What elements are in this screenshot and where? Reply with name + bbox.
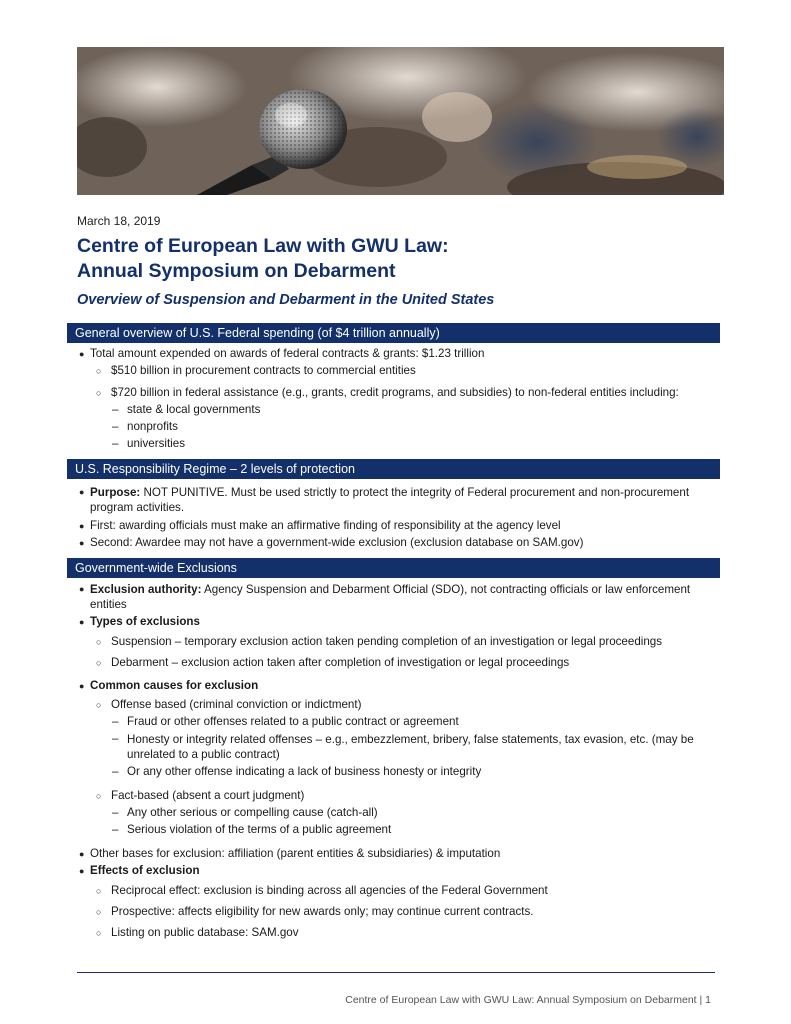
title-line-2: Annual Symposium on Debarment <box>77 260 396 282</box>
list-item: $510 billion in procurement contracts to commercial entities <box>111 364 416 377</box>
authority-text: Agency Suspension and Debarment Official (SDO), not contracting officials or law enforcement entities <box>90 583 691 611</box>
dash-icon: – <box>112 437 119 450</box>
bullet-icon: ● <box>79 617 85 627</box>
list-item: universities <box>127 437 185 450</box>
bullet-icon: ● <box>79 681 85 691</box>
bullet-icon: ● <box>79 487 85 497</box>
page-title <box>77 234 449 284</box>
bullet-icon: ● <box>79 538 85 548</box>
dash-icon: – <box>112 765 119 778</box>
microphone-icon <box>77 47 724 195</box>
dash-icon: – <box>112 715 119 728</box>
list-item: Other bases for exclusion: affiliation (parent entities & subsidiaries) & imputation <box>90 847 501 860</box>
list-item <box>90 582 710 612</box>
dash-icon: – <box>112 732 119 745</box>
bullet-circle-icon: ○ <box>96 366 102 376</box>
list-item: Fraud or other offenses related to a public contract or agreement <box>127 715 459 728</box>
document-date: March 18, 2019 <box>77 214 161 228</box>
bullet-icon: ● <box>79 349 85 359</box>
dash-icon: – <box>112 806 119 819</box>
dash-icon: – <box>112 823 119 836</box>
bullet-circle-icon: ○ <box>96 791 102 801</box>
authority-label: Exclusion authority: <box>90 583 202 596</box>
list-item: Types of exclusions <box>90 615 200 628</box>
list-item: Offense based (criminal conviction or indictment) <box>111 698 362 711</box>
bullet-icon: ● <box>79 521 85 531</box>
purpose-text: NOT PUNITIVE. Must be used strictly to protect the integrity of Federal procurement and non-procurement program activities. <box>90 486 690 514</box>
list-item: Second: Awardee may not have a government-wide exclusion (exclusion database on SAM.gov) <box>90 536 584 549</box>
list-item: Fact-based (absent a court judgment) <box>111 789 305 802</box>
bullet-circle-icon: ○ <box>96 886 102 896</box>
list-item: Total amount expended on awards of federal contracts & grants: $1.23 trillion <box>90 347 485 360</box>
list-item: Honesty or integrity related offenses – e.g., embezzlement, bribery, false statements, tax evasion, etc. (may be unrelated to a public contract) <box>127 733 694 761</box>
section-header-exclusions: Government-wide Exclusions <box>67 558 720 578</box>
page-footer: Centre of European Law with GWU Law: Annual Symposium on Debarment | 1 <box>345 994 711 1006</box>
list-item: Reciprocal effect: exclusion is binding across all agencies of the Federal Government <box>111 884 548 897</box>
list-item: Or any other offense indicating a lack of business honesty or integrity <box>127 765 482 778</box>
list-item: Listing on public database: SAM.gov <box>111 926 299 939</box>
list-item: nonprofits <box>127 420 178 433</box>
hero-image <box>77 47 724 195</box>
list-item: Any other serious or compelling cause (catch-all) <box>127 806 378 819</box>
section-header-spending: General overview of U.S. Federal spending (of $4 trillion annually) <box>67 323 720 343</box>
list-item: Serious violation of the terms of a public agreement <box>127 823 392 836</box>
footer-divider <box>77 972 715 973</box>
bullet-circle-icon: ○ <box>96 658 102 668</box>
dash-icon: – <box>112 420 119 433</box>
page-subtitle: Overview of Suspension and Debarment in the United States <box>77 292 495 308</box>
list-item: $720 billion in federal assistance (e.g., grants, credit programs, and subsidies) to non-federal entities including: <box>111 386 679 399</box>
bullet-circle-icon: ○ <box>96 907 102 917</box>
dash-icon: – <box>112 403 119 416</box>
list-item: Effects of exclusion <box>90 864 200 877</box>
list-item: state & local governments <box>127 403 261 416</box>
list-item: Suspension – temporary exclusion action taken pending completion of an investigation or legal proceedings <box>111 635 663 648</box>
title-line-1: Centre of European Law with GWU Law: <box>77 235 449 257</box>
bullet-circle-icon: ○ <box>96 928 102 938</box>
bullet-icon: ● <box>79 866 85 876</box>
bullet-icon: ● <box>79 584 85 594</box>
list-item: Prospective: affects eligibility for new awards only; may continue current contracts. <box>111 905 534 918</box>
bullet-circle-icon: ○ <box>96 700 102 710</box>
purpose-label: Purpose: <box>90 486 141 499</box>
section-header-regime: U.S. Responsibility Regime – 2 levels of protection <box>67 459 720 479</box>
list-item: Debarment – exclusion action taken after completion of investigation or legal proceedings <box>111 656 570 669</box>
bullet-circle-icon: ○ <box>96 637 102 647</box>
list-item: Common causes for exclusion <box>90 679 259 692</box>
bullet-icon: ● <box>79 849 85 859</box>
list-item <box>90 485 710 515</box>
list-item: First: awarding officials must make an affirmative finding of responsibility at the agency level <box>90 519 561 532</box>
bullet-circle-icon: ○ <box>96 388 102 398</box>
